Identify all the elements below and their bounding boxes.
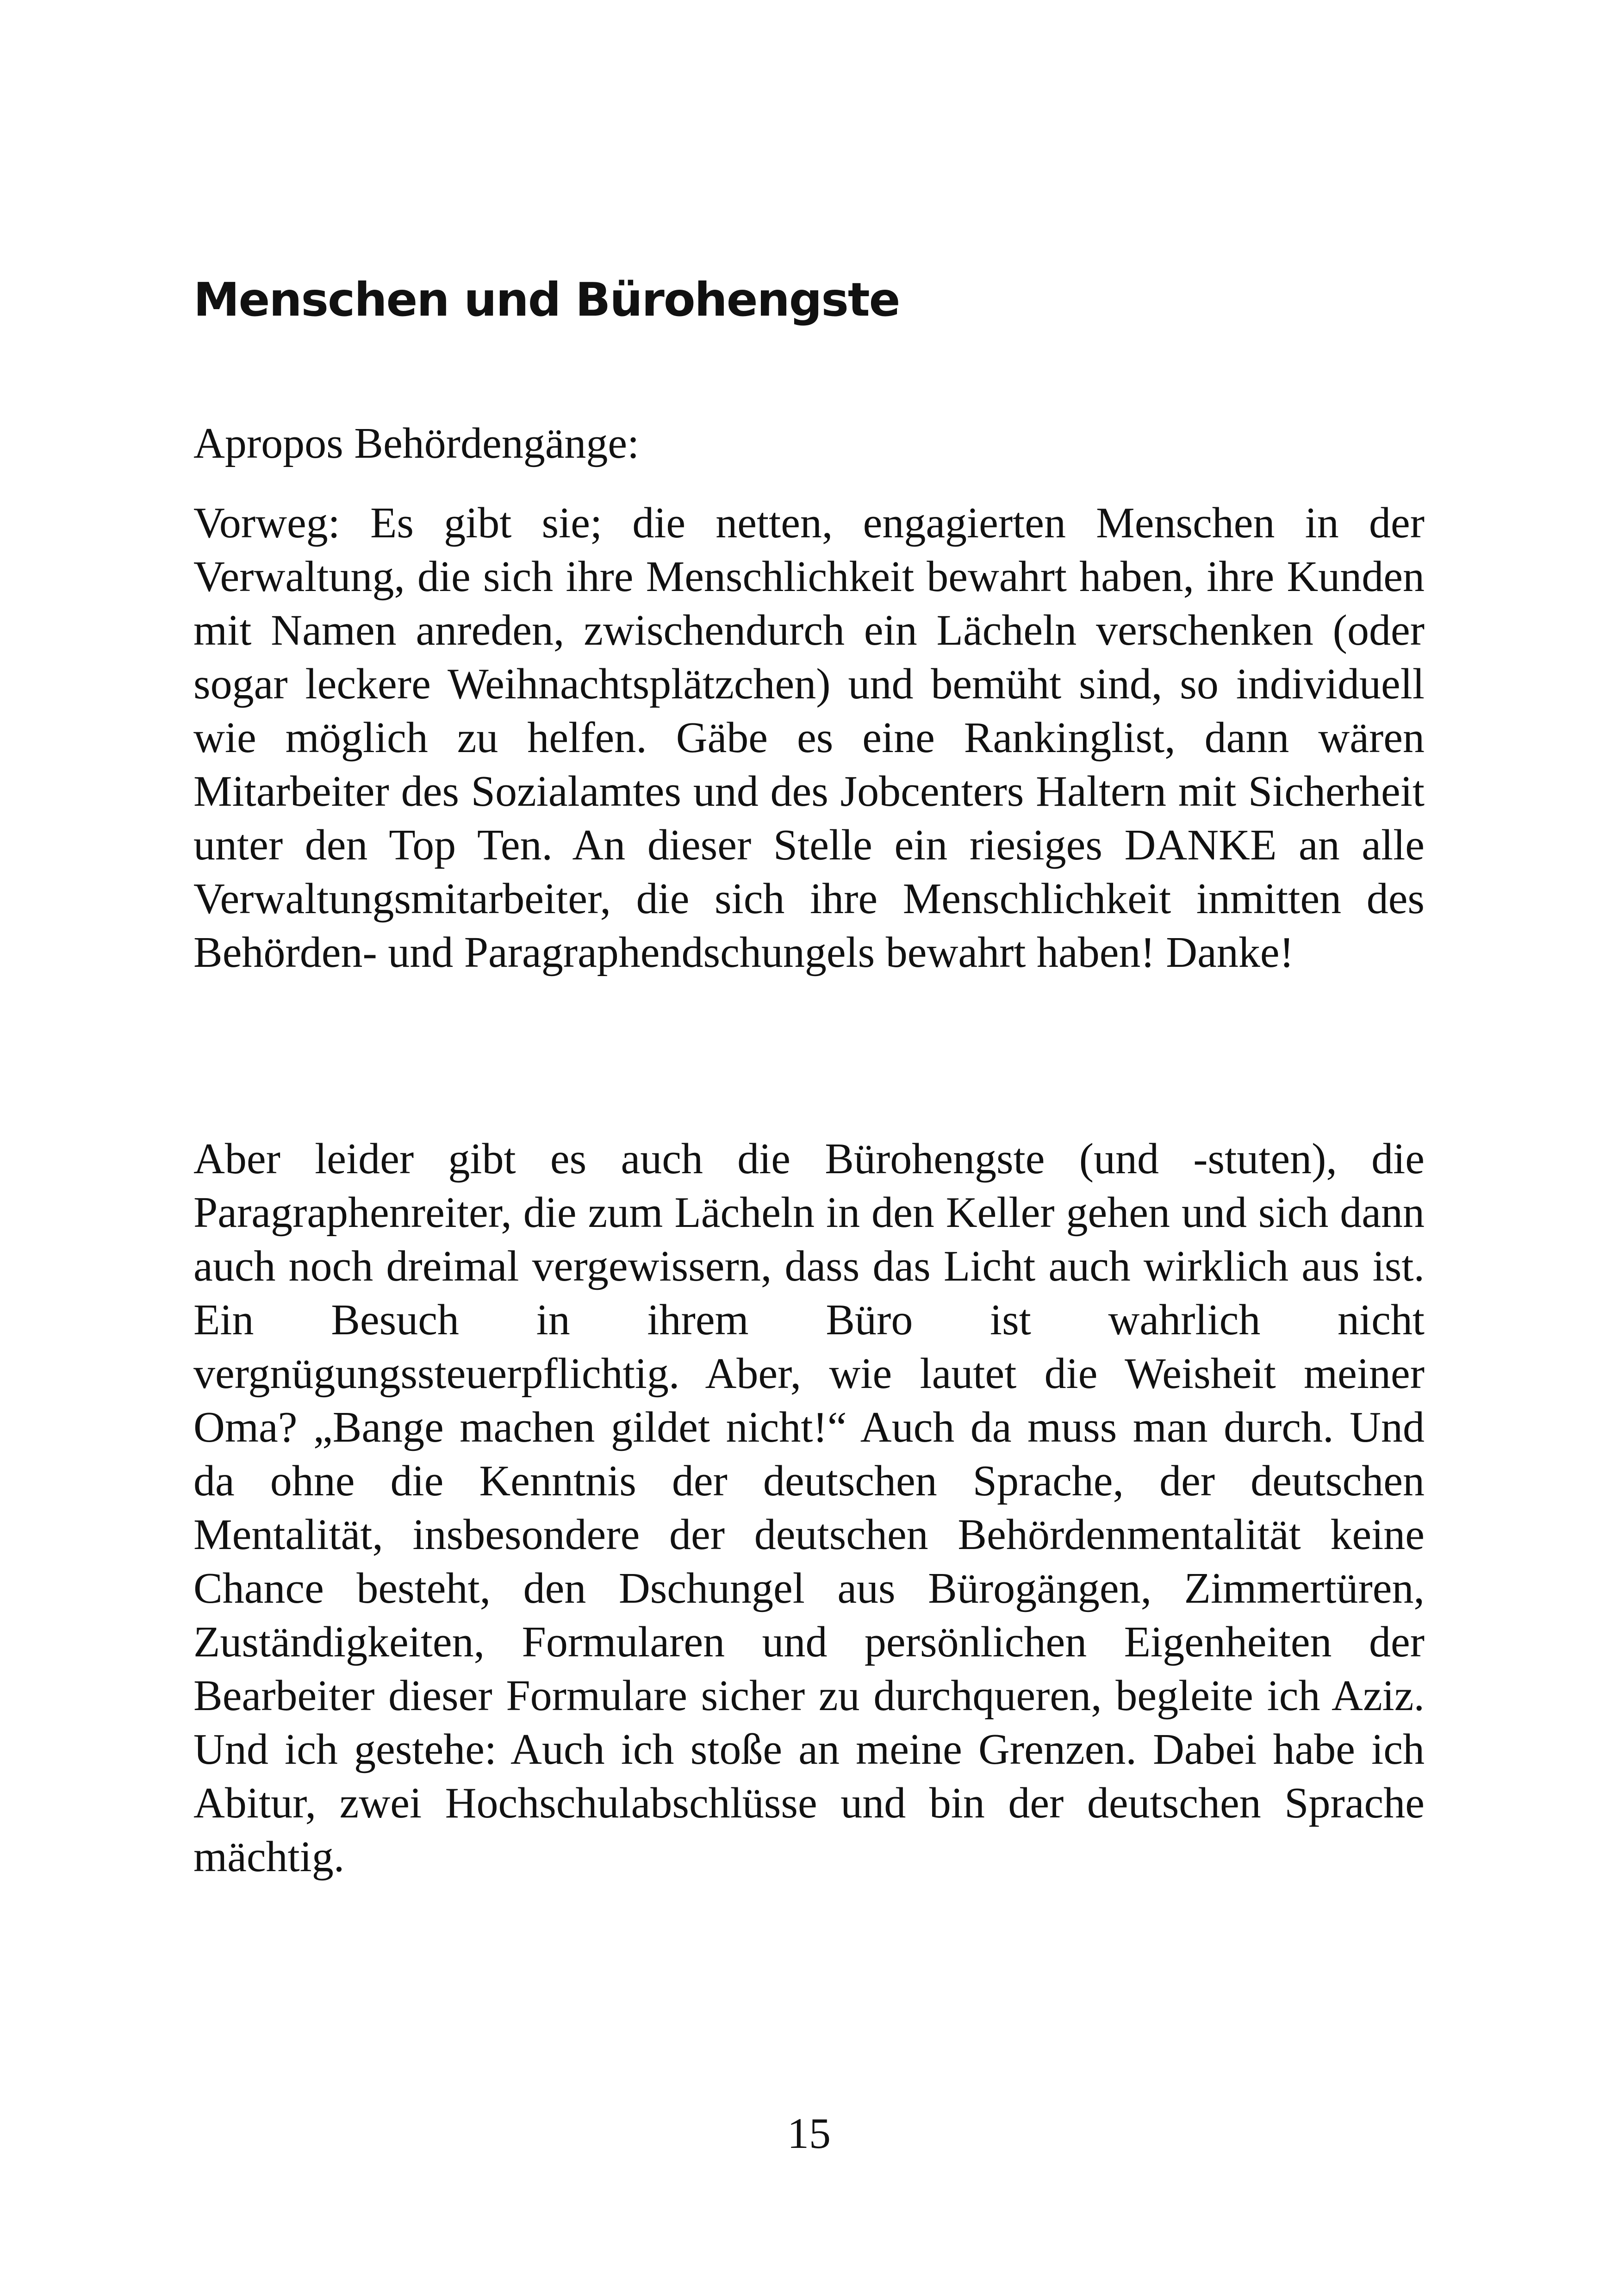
chapter-heading: Menschen und Bürohengste: [193, 273, 900, 327]
page-number: 15: [787, 2109, 831, 2158]
paragraph-1: Vorweg: Es gibt sie; die netten, engagierten Menschen in der Verwaltung, die sich ihre Menschlichkeit bewahrt haben, ihre Kunden mit Namen anreden, zwischendurch ein Lächeln verschenken (oder sogar leckere Weihnachtsplätzchen) und bemüht sind, so individuell wie möglich zu helfen. Gäbe es eine Rankinglist, dann wären Mitarbeiter des Sozialamtes und des Jobcenters Haltern mit Sicherheit unter den Top Ten. An dieser Stelle ein riesiges DANKE an alle Verwaltungsmitarbeiter, die sich ihre Menschlichkeit inmitten des Behörden- und Paragraphendschungels bewahrt haben! Danke!: [193, 499, 1425, 977]
paragraph-2: Aber leider gibt es auch die Bürohengste (und -stuten), die Paragraphenreiter, die zum Lächeln in den Keller gehen und sich dann auch noch dreimal vergewissern, dass das Licht auch wirklich aus ist. Ein Besuch in ihrem Büro ist wahrlich nicht vergnügungssteuerpflichtig. Aber, wie lautet die Weisheit meiner Oma? „Bange machen gildet nicht!“ Auch da muss man durch. Und da ohne die Kenntnis der deutschen Sprache, der deutschen Mentalität, insbesondere der deutschen Behördenmentalität keine Chance besteht, den Dschungel aus Bürogängen, Zimmertüren, Zuständigkeiten, Formularen und persönlichen Eigenheiten der Bearbeiter dieser Formulare sicher zu durchqueren, begleite ich Aziz. Und ich gestehe: Auch ich stoße an meine Grenzen. Dabei habe ich Abitur, zwei Hochschulabschlüsse und bin der deutschen Sprache mächtig.: [193, 1135, 1425, 1881]
intro-line: Apropos Behördengänge:: [193, 419, 640, 467]
